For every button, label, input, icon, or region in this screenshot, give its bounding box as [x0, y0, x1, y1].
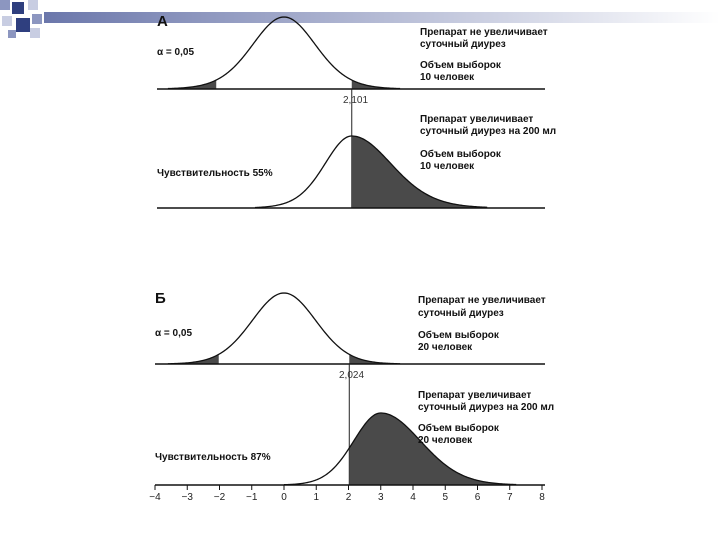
- panel-b-sample-text-2: 20 человек: [418, 342, 473, 353]
- panel-a-null-curve: [168, 17, 400, 89]
- panel-b-null-text-2: суточный диурез: [418, 308, 504, 319]
- panel-a-sample-text-2: 10 человек: [420, 72, 475, 83]
- axis-tick-label: −3: [181, 492, 193, 503]
- panel-a-alt-text-2: суточный диурез на 200 мл: [420, 126, 557, 137]
- panel-a-alt-text-1: Препарат увеличивает: [420, 114, 534, 125]
- panel-b-alpha: α = 0,05: [155, 328, 193, 339]
- panel-a-letter: А: [157, 13, 168, 30]
- axis-tick-label: 1: [313, 492, 320, 503]
- axis-tick-label: 7: [506, 492, 513, 503]
- panel-b-sample-text-1: Объем выборок: [418, 330, 499, 341]
- axis-tick-label: 0: [281, 492, 287, 503]
- panel-b-alt-text-1: Препарат увеличивает: [418, 390, 532, 401]
- panel-a-null-right-tail: [352, 80, 400, 89]
- axis-tick-label: 3: [377, 492, 384, 503]
- panel-a-critical-value: 2,101: [343, 95, 369, 106]
- panel-b-critical-value: 2,024: [339, 370, 365, 381]
- panel-b-axis-ticks: [149, 485, 545, 503]
- axis-tick-label: −1: [246, 492, 258, 503]
- panel-a-alt-sample-1: Объем выборок: [420, 149, 501, 160]
- panel-a-alpha: α = 0,05: [157, 47, 195, 58]
- panel-a-null-text-1: Препарат не увеличивает: [420, 27, 548, 38]
- axis-tick-label: 5: [442, 492, 449, 503]
- panel-a-sample-text-1: Объем выборок: [420, 60, 501, 71]
- panel-a-power-area: [352, 136, 487, 208]
- axis-tick-label: −4: [149, 492, 161, 503]
- panel-b-alt-sample-1: Объем выборок: [418, 423, 499, 434]
- panel-b-sensitivity: Чувствительность 87%: [155, 452, 271, 463]
- panel-a-null-text-2: суточный диурез: [420, 39, 506, 50]
- axis-tick-label: 4: [410, 492, 416, 503]
- axis-tick-label: 6: [474, 492, 481, 503]
- panel-a: [157, 13, 556, 208]
- axis-tick-label: 8: [539, 492, 545, 503]
- panel-b: [149, 290, 554, 503]
- panel-a-null-left-tail: [168, 80, 216, 89]
- axis-tick-label: 2: [345, 492, 352, 503]
- panel-b-alt-text-2: суточный диурез на 200 мл: [418, 402, 555, 413]
- panel-a-sensitivity: Чувствительность 55%: [157, 168, 273, 179]
- panel-b-null-text-1: Препарат не увеличивает: [418, 295, 546, 306]
- panel-a-alt-sample-2: 10 человек: [420, 161, 475, 172]
- axis-tick-label: −2: [213, 492, 226, 503]
- panel-b-letter: Б: [155, 290, 166, 307]
- panel-b-null-curve: [168, 293, 400, 364]
- panel-b-alt-sample-2: 20 человек: [418, 435, 473, 446]
